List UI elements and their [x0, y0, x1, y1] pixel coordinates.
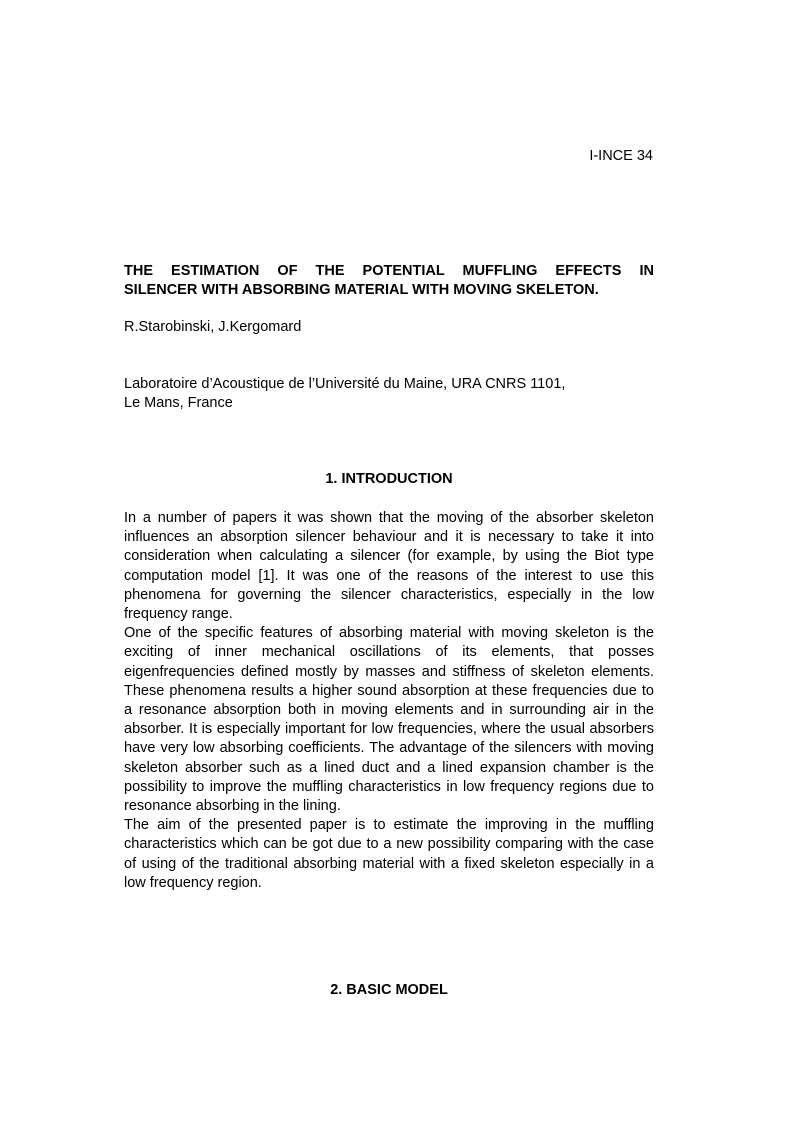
paper-title-line-1: THE ESTIMATION OF THE POTENTIAL MUFFLING EFFECTS IN [124, 263, 654, 279]
paper-authors: R.Starobinski, J.Kergomard [124, 319, 302, 335]
paper-affiliation [124, 375, 565, 413]
introduction-heading: 1. INTRODUCTION [325, 471, 453, 487]
introduction-body [124, 509, 654, 893]
intro-paragraph: The aim of the presented paper is to estimate the improving in the muffling characteristics which can be got due to a new possibility comparing with the case of using of the traditional absorbing material with a fixed skeleton especially in a low frequency region. [124, 817, 654, 891]
paper-title-line-2: SILENCER WITH ABSORBING MATERIAL WITH MOVING SKELETON. [124, 282, 599, 298]
basic-model-heading: 2. BASIC MODEL [330, 982, 448, 998]
paper-code: I-INCE 34 [589, 148, 653, 164]
intro-paragraph: One of the specific features of absorbing material with moving skeleton is the exciting of inner mechanical oscillations of its elements, that posses eigenfrequencies defined mostly by masses and stiffness of skeleton elements. These phenomena results a higher sound absorption at these frequencies due to a resonance absorption both in moving elements and in surrounding air in the absorber. It is especially important for low frequencies, where the usual absorbers have very low absorbing coefficients. The advantage of the silencers with moving skeleton absorber such as a lined duct and a lined expansion chamber is the possibility to improve the muffling characteristics in low frequency regions due to resonance absorbing in the lining. [124, 625, 654, 815]
intro-paragraph: In a number of papers it was shown that the moving of the absorber skeleton influences an absorption silencer behaviour and it is necessary to take it into consideration when calculating a silencer (for example, by using the Biot type computation model [1]. It was one of the reasons of the interest to use this phenomena for governing the silencer characteristics, especially in the low frequency range. [124, 510, 654, 623]
affiliation-line-2: Le Mans, France [124, 395, 233, 411]
affiliation-line-1: Laboratoire d’Acoustique de l’Université du Maine, URA CNRS 1101, [124, 376, 566, 392]
paper-title [124, 262, 654, 300]
